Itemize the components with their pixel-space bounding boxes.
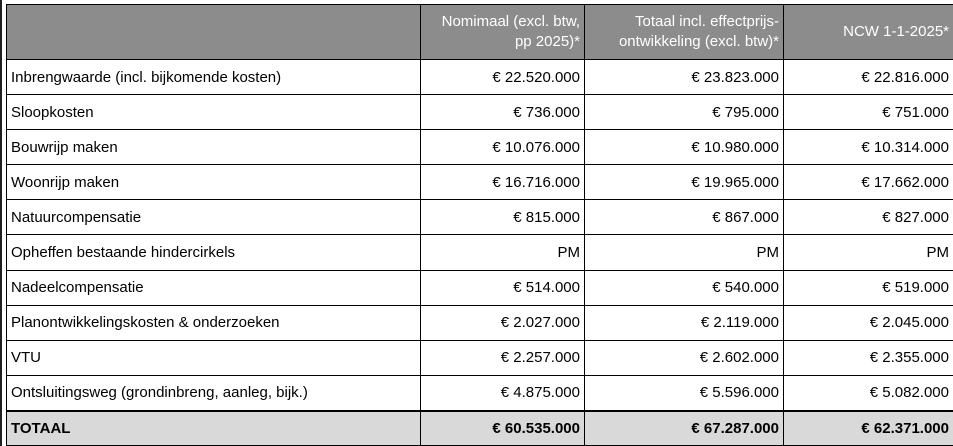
cell-totaal-incl: € 19.965.000 xyxy=(585,165,784,200)
cell-nominaal: € 2.257.000 xyxy=(421,340,585,375)
row-label: Sloopkosten xyxy=(7,95,421,130)
total-label: TOTAAL xyxy=(7,411,421,446)
cell-nominaal: € 736.000 xyxy=(421,95,585,130)
total-nominaal: € 60.535.000 xyxy=(421,411,585,446)
cell-totaal-incl: € 23.823.000 xyxy=(585,60,784,95)
row-label: VTU xyxy=(7,340,421,375)
cell-nominaal: € 815.000 xyxy=(421,200,585,235)
row-label: Inbrengwaarde (incl. bijkomende kosten) xyxy=(7,60,421,95)
row-label: Opheffen bestaande hindercirkels xyxy=(7,235,421,270)
cell-nominaal: € 10.076.000 xyxy=(421,130,585,165)
row-label: Bouwrijp maken xyxy=(7,130,421,165)
header-ncw: NCW 1-1-2025* xyxy=(784,5,953,60)
cell-totaal-incl: € 5.596.000 xyxy=(585,375,784,410)
cell-nominaal: € 4.875.000 xyxy=(421,375,585,410)
row-label: Planontwikkelingskosten & onderzoeken xyxy=(7,305,421,340)
cell-ncw: PM xyxy=(784,235,953,270)
cell-totaal-incl: € 540.000 xyxy=(585,270,784,305)
row-label: Ontsluitingsweg (grondinbreng, aanleg, bijk.) xyxy=(7,375,421,410)
row-label: Nadeelcompensatie xyxy=(7,270,421,305)
window-edge xyxy=(0,0,2,446)
cell-totaal-incl: € 795.000 xyxy=(585,95,784,130)
header-nominaal: Nomimaal (excl. btw, pp 2025)* xyxy=(421,5,585,60)
table-body xyxy=(7,60,953,411)
table-row xyxy=(7,95,953,130)
cell-totaal-incl: € 2.119.000 xyxy=(585,305,784,340)
total-row xyxy=(7,411,953,446)
total-ncw: € 62.371.000 xyxy=(784,411,953,446)
cell-ncw: € 10.314.000 xyxy=(784,130,953,165)
cell-nominaal: € 22.520.000 xyxy=(421,60,585,95)
cell-ncw: € 5.082.000 xyxy=(784,375,953,410)
cell-ncw: € 827.000 xyxy=(784,200,953,235)
cell-nominaal: € 16.716.000 xyxy=(421,165,585,200)
header-row xyxy=(7,5,953,60)
cell-ncw: € 519.000 xyxy=(784,270,953,305)
table-row xyxy=(7,130,953,165)
table-header xyxy=(7,5,953,60)
cell-totaal-incl: € 10.980.000 xyxy=(585,130,784,165)
cell-totaal-incl: PM xyxy=(585,235,784,270)
table-row xyxy=(7,270,953,305)
table-footer xyxy=(7,411,953,446)
cell-ncw: € 751.000 xyxy=(784,95,953,130)
cost-table xyxy=(6,4,953,446)
header-cell-empty xyxy=(7,5,421,60)
table-row xyxy=(7,60,953,95)
cell-ncw: € 22.816.000 xyxy=(784,60,953,95)
table-row xyxy=(7,375,953,410)
cell-ncw: € 2.045.000 xyxy=(784,305,953,340)
cell-ncw: € 17.662.000 xyxy=(784,165,953,200)
cell-nominaal: € 514.000 xyxy=(421,270,585,305)
total-totaal-incl: € 67.287.000 xyxy=(585,411,784,446)
cell-totaal-incl: € 867.000 xyxy=(585,200,784,235)
header-totaal-incl: Totaal incl. effectprijs-ontwikkeling (excl. btw)* xyxy=(585,5,784,60)
table-row xyxy=(7,235,953,270)
table-row xyxy=(7,165,953,200)
row-label: Natuurcompensatie xyxy=(7,200,421,235)
cell-nominaal: € 2.027.000 xyxy=(421,305,585,340)
table-row xyxy=(7,200,953,235)
table-row xyxy=(7,340,953,375)
cell-ncw: € 2.355.000 xyxy=(784,340,953,375)
cell-totaal-incl: € 2.602.000 xyxy=(585,340,784,375)
cell-nominaal: PM xyxy=(421,235,585,270)
row-label: Woonrijp maken xyxy=(7,165,421,200)
table-row xyxy=(7,305,953,340)
